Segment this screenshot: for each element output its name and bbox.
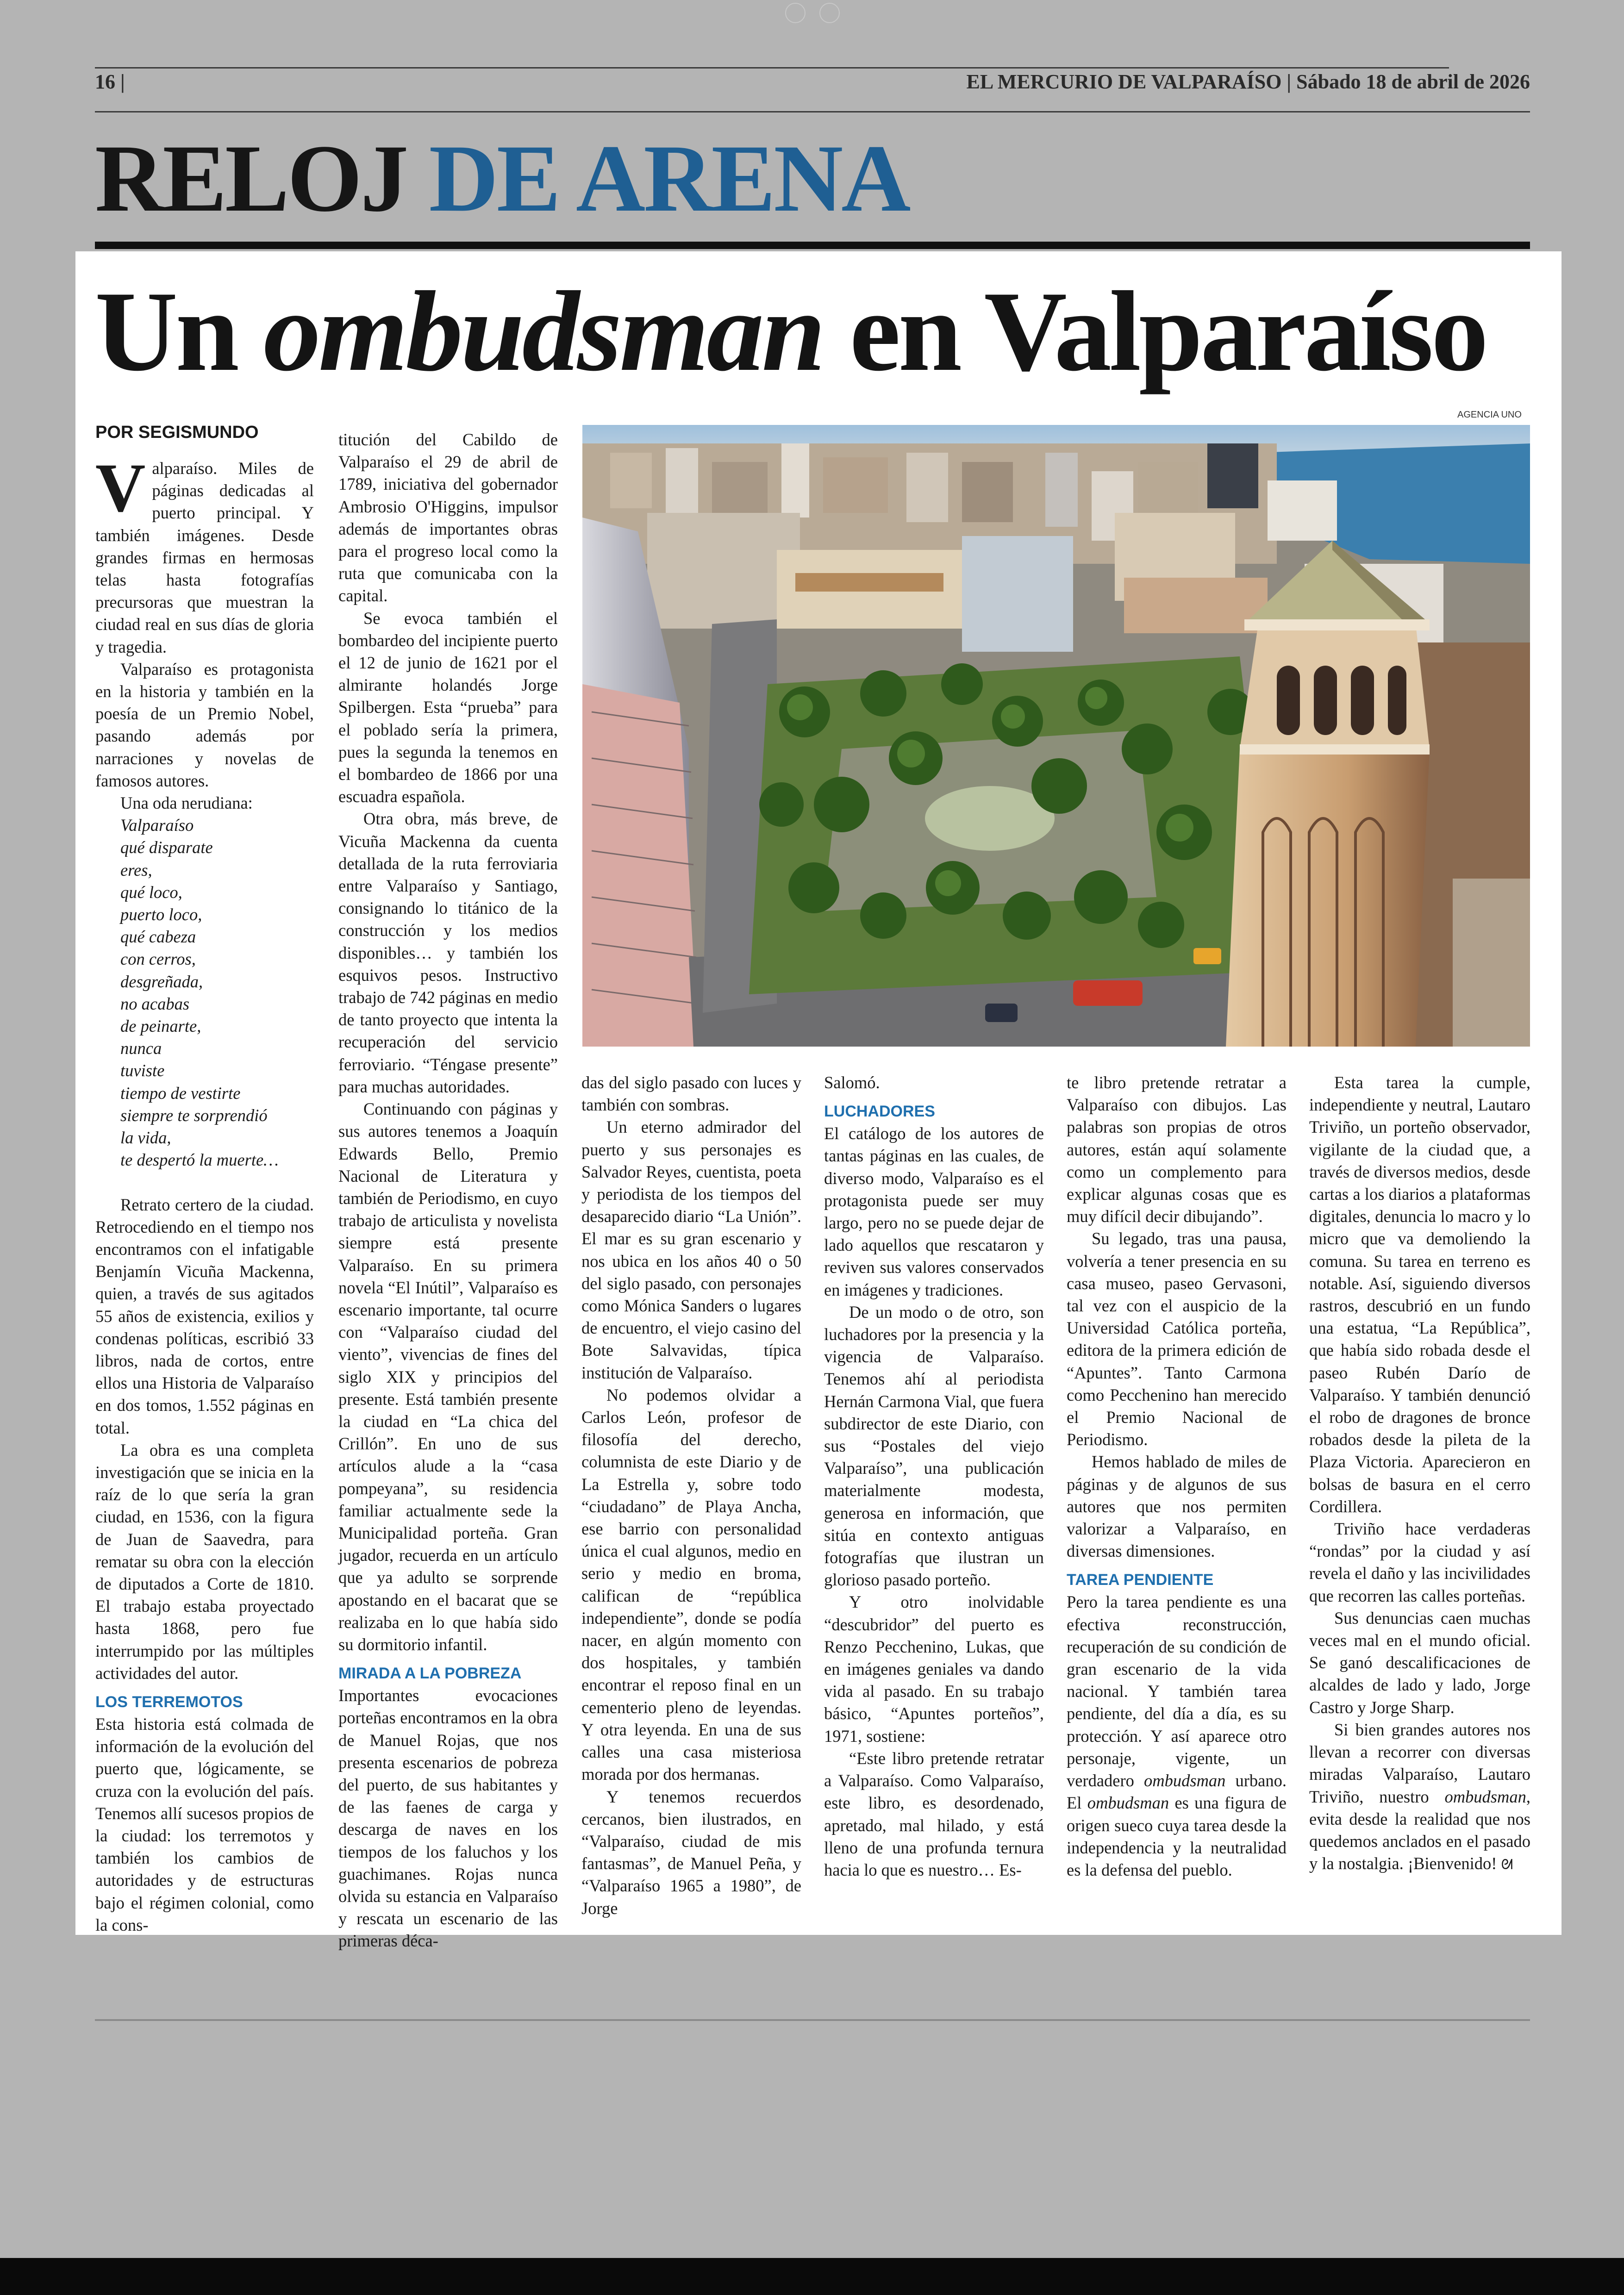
poem-line: eres, [120,860,152,879]
article-clipping [75,251,1562,1951]
headline-italic: ombudsman [263,268,824,395]
photo-credit: AGENCIA UNO [1457,410,1522,420]
article-column-5 [1067,1072,1287,1881]
article-column-1 [95,421,314,1936]
poem-line: de peinarte, [120,1017,201,1036]
poem-line: tiempo de vestirte [120,1083,241,1103]
article-paragraph: Esta tarea la cumple, independiente y neutral, Lautaro Triviño, un porteño observador, vigilante de la ciudad que, a través de diversos medios, desde cartas a los diarios a plataformas digitales, denuncia lo macro y lo micro que va demoliendo la comuna. Su tarea en terreno es notable. Así, siguiendo diversos rastros, descubrió en un fundo una estatua, “La República”, que había sido robada desde el paseo Rubén Darío de Valparaíso. Y también denunció el robo de dragones de bronce robados desde la pileta de la Plaza Victoria. Aparecieron en bolsas de basura en el cerro Cordillera. [1309,1073,1530,1516]
article-paragraph: Y tenemos recuerdos cercanos, bien ilustrados, en “Valparaíso, ciudad de mis fantasmas”, de Manuel Peña, y “Valparaíso 1965 a 1980”, de Jorge [581,1787,801,1918]
article-paragraph: Hemos hablado de miles de páginas y de algunos de sus autores que nos permiten valorizar a Valparaíso, en diversas dimensiones. [1067,1452,1287,1561]
poem-line: qué disparate [120,838,213,857]
poem-line: te despertó la muerte… [120,1150,279,1170]
article-paragraph: Un eterno admirador del puerto y sus personajes es Salvador Reyes, cuentista, poeta y periodista de los tiempos del desaparecido diario “La Unión”. El mar es su gran escenario y nos ubica en los años 40 o 50 del siglo pasado, con personajes como Mónica Sanders o lugares de encuentro, el viejo casino del Bote Salvavidas, típica institución de Valparaíso. [581,1117,801,1382]
viewer-bottom-bar [0,2258,1624,2295]
paragraph-text: , evita desde la realidad que nos quedemos anclados en el pasado y la nostalgia. ¡Bienvenido! [1309,1787,1530,1873]
article-column-3 [581,1072,801,1920]
section-title-word1: RELOJ [95,125,407,231]
article-paragraph [1309,1719,1530,1876]
poem-line: con cerros, [120,949,196,969]
article-paragraph: Y otro inolvidable “descubridor” del puerto es Renzo Pecchenino, Lukas, que en imágenes geniales va dando vida al pasado. En su trabajo básico, “Apuntes porteños”, 1971, sostiene: [824,1592,1044,1746]
poem-line: qué loco, [120,882,182,902]
article-paragraph: Valparaíso es protagonista en la historia y también en la poesía de un Premio Nobel, pasando además por narraciones y novelas de famosos autores. [95,659,314,790]
header-bottom-rule [95,111,1530,112]
article-paragraph: titución del Cabildo de Valparaíso el 29 de abril de 1789, iniciativa del gobernador Ambrosio O'Higgins, impulsor además de importantes obras para el progreso local como la ruta que comunicaba con la capital. [338,430,558,605]
article-paragraph: Esta historia está colmada de información de la evolución del puerto que, lógicamente, se cruza con la evolución del país. Tenemos allí sucesos propios de la ciudad: los terremotos y también los cambios de autoridades y de estructuras bajo el régimen colonial, como la cons- [95,1714,314,1934]
italic-term: ombudsman [1144,1771,1226,1790]
byline: POR SEGISMUNDO [95,423,259,442]
page-indicator-dot [819,3,840,23]
article-paragraph: Sus denuncias caen muchas veces mal en el mundo oficial. Se ganó descalificaciones de alcaldes de lado y lado, Jorge Castro y Jorge Sharp. [1309,1608,1530,1717]
article-column-6 [1309,1072,1530,1876]
page-indicator-dot [785,3,806,23]
article-paragraph: te libro pretende retratar a Valparaíso con dibujos. Las palabras son propias de otros autores, están aquí solamente como un complemento para explicar algunas cosas que es muy difícil decir dibujando”. [1067,1073,1287,1226]
poem-line: qué cabeza [120,927,196,947]
article-paragraph: Su legado, tras una pausa, volvería a tener presencia en su casa museo, paseo Gervasoni, tal vez con el auspicio de la Universidad Católica porteña, editora de la primera edición de “Apuntes”. Tanto Carmona como Pecchenino han merecido el Premio Nacional de Periodismo. [1067,1229,1287,1449]
article-paragraph: Una oda nerudiana: [120,793,253,813]
poem-line: siempre te sorprendió [120,1105,268,1125]
section-title-word2: DE ARENA [429,125,909,231]
subheading: LOS TERREMOTOS [95,1693,243,1711]
end-mark-icon: ᘛ [1501,1857,1513,1873]
poem-line: la vida, [120,1128,171,1148]
article-paragraph: Otra obra, más breve, de Vicuña Mackenna da cuenta detallada de la ruta ferroviaria entre Valparaíso y Santiago, consignando lo titánico de la construcción y los medios disponibles… y también los esquivos pesos. Instructivo trabajo de 742 páginas en medio de tanto proyecto que intenta la recuperación del servicio ferroviario. “Téngase presente” para muchas autoridades. [338,809,558,1096]
article-paragraph: Retrato certero de la ciudad. Retrocediendo en el tiempo nos encontramos con el infatigable Benjamín Vicuña Mackenna, quien, a través de sus agitados 55 años de existencia, exilios y condenas políticas, escribió 33 libros, nada de cortos, entre ellos una Historia de Valparaíso en dos tomos, 1.552 páginas en total. [95,1195,314,1437]
section-title [95,125,909,231]
article-photo [582,425,1530,1047]
article-paragraph: El catálogo de los autores de tantas páginas en las cuales, de diverso modo, Valparaíso es el protagonista puede ser muy largo, pero no se puede dejar de lado aquellos que rescataron y reviven sus valores conservados en imágenes y tradiciones. [824,1124,1044,1299]
article-column-4 [824,1072,1044,1881]
article-paragraph: das del siglo pasado con luces y también con sombras. [581,1073,801,1115]
article-paragraph: Salomó. [824,1073,880,1092]
paragraph-text: Si bien grandes autores nos llevan a recorrer con diversas miradas Valparaíso, Lautaro Triviño, nuestro [1309,1720,1530,1806]
subheading: MIRADA A LA POBREZA [338,1665,522,1683]
poem-line: Valparaíso [120,816,194,835]
page-header [95,69,1530,95]
article-paragraph: La obra es una completa investigación que se inicia en la raíz de lo que sería la gran ciudad, en 1536, con la figura de Juan de Saavedra, para rematar su obra con la elección de diputados a Corte de 1810. El trabajo estaba proyectado hasta 1868, pero fue interrumpido por las múltiples actividades del autor. [95,1440,314,1683]
page-number: 16 | [95,70,125,93]
article-paragraph: Continuando con páginas y sus autores tenemos a Joaquín Edwards Bello, Premio Nacional de Literatura y también de Periodismo, en cuyo trabajo de articulista y novelista siempre está presente Valparaíso. En su primera novela “El Inútil”, Valparaíso es escenario importante, tal ocurre con “Valparaíso ciudad del viento”, vivencias de fines del siglo XIX y principios del presente. Está también presente la ciudad en “La chica del Crillón”. En uno de sus artículos alude a la “casa pompeyana”, su residencia familiar actualmente sede la Municipalidad porteña. Gran jugador, recuerda en un artículo que ya adulto se sorprende apostando en el bacarat que se realizaba en lo que había sido su dormitorio infantil. [338,1099,558,1654]
article-paragraph: De un modo o de otro, son luchadores por la presencia y la vigencia de Valparaíso. Tenemos ahí al periodista Hernán Carmona Vial, que fuera subdirector de este Diario, con sus “Postales del viejo Valparaíso”, una publicación materialmente modesta, generosa en información, que sitúa en contexto antiguas fotografías que ilustran un glorioso pasado porteño. [824,1302,1044,1590]
article-column-2 [338,429,558,1952]
poem-line: nunca [120,1039,162,1058]
section-rule [95,242,1530,249]
article-paragraph: Triviño hace verdaderas “rondas” por la ciudad y así revela el daño y las incivilidades que recorren las calles porteñas. [1309,1519,1530,1605]
italic-term: ombudsman [1444,1787,1526,1806]
article-paragraph: Importantes evocaciones porteñas encontramos en la obra de Manuel Rojas, que nos presenta escenarios de pobreza del puerto, de sus habitantes y de las faenes de carga y descarga de naves en los tiempos de los faluchos y los guachimanes. Rojas nunca olvida su estancia en Valparaíso y rescata un escenario de las primeras déca- [338,1686,558,1951]
poem-line: tuviste [120,1061,165,1080]
subheading: LUCHADORES [824,1103,935,1121]
paragraph-text: Pero la tarea pendiente es una efectiva reconstrucción, recuperación de su condición de gran escenario de la vida nacional. Y también tarea pendiente, del día a día, es su protección. Y así aparece otro personaje, vigente, un verdadero [1067,1592,1287,1790]
publication-info: EL MERCURIO DE VALPARAÍSO | Sábado 18 de abril de 2026 [966,70,1530,93]
headline-part: Un [95,268,264,395]
article-paragraph: No podemos olvidar a Carlos León, profesor de filosofía del derecho, columnista de este Diario y de La Estrella y, sobre todo “ciudadano” de Playa Ancha, ese barrio con personalidad única el cual algunos, medio en serio y medio en broma, califican de “república independiente”, donde se podía nacer, en algún momento con dos hospitales, y también encontrar el reposo final en un cementerio pleno de leyendas. Y otra leyenda. En una de sus calles una casa misteriosa morada por dos hermanas. [581,1385,801,1784]
subheading: TAREA PENDIENTE [1067,1571,1214,1589]
article-paragraph: Se evoca también el bombardeo del incipiente puerto el 12 de junio de 1621 por el almirante holandés Jorge Spilbergen. Esta “prueba” para el poblado sería la primera, pues la segunda la tenemos en el bombardeo de 1866 por una escuadra española. [338,608,558,806]
poem-line: puerto loco, [120,905,202,924]
paragraph-text: es una figura de origen sueco cuya tarea desde la independencia y la neutralidad es la defensa del pueblo. [1067,1793,1287,1879]
paragraph-text: alparaíso. Miles de páginas dedicadas al puerto principal. Y también imágenes. Desde grandes firmas en hermosas telas hasta fotografías precursoras que muestran la ciudad real en sus días de gloria y tragedia. [95,459,314,656]
article-headline [95,260,1539,403]
poem-line: desgreñada, [120,972,203,991]
paragraph-text: urbano. El [1067,1771,1287,1813]
poem-quote [95,814,314,1171]
article-paragraph [95,449,314,658]
footer-rule [95,2019,1530,2021]
drop-cap: V [95,449,146,526]
italic-term: ombudsman [1087,1793,1169,1813]
poem-line: no acabas [120,994,190,1013]
headline-part: en Valparaíso [823,268,1487,395]
article-paragraph [1067,1591,1287,1881]
article-paragraph: “Este libro pretende retratar a Valparaíso. Como Valparaíso, este libro, es desordenado, apretado, mal hilado, y está lleno de una profunda ternura hacia lo que es nuestro… Es- [824,1748,1044,1879]
